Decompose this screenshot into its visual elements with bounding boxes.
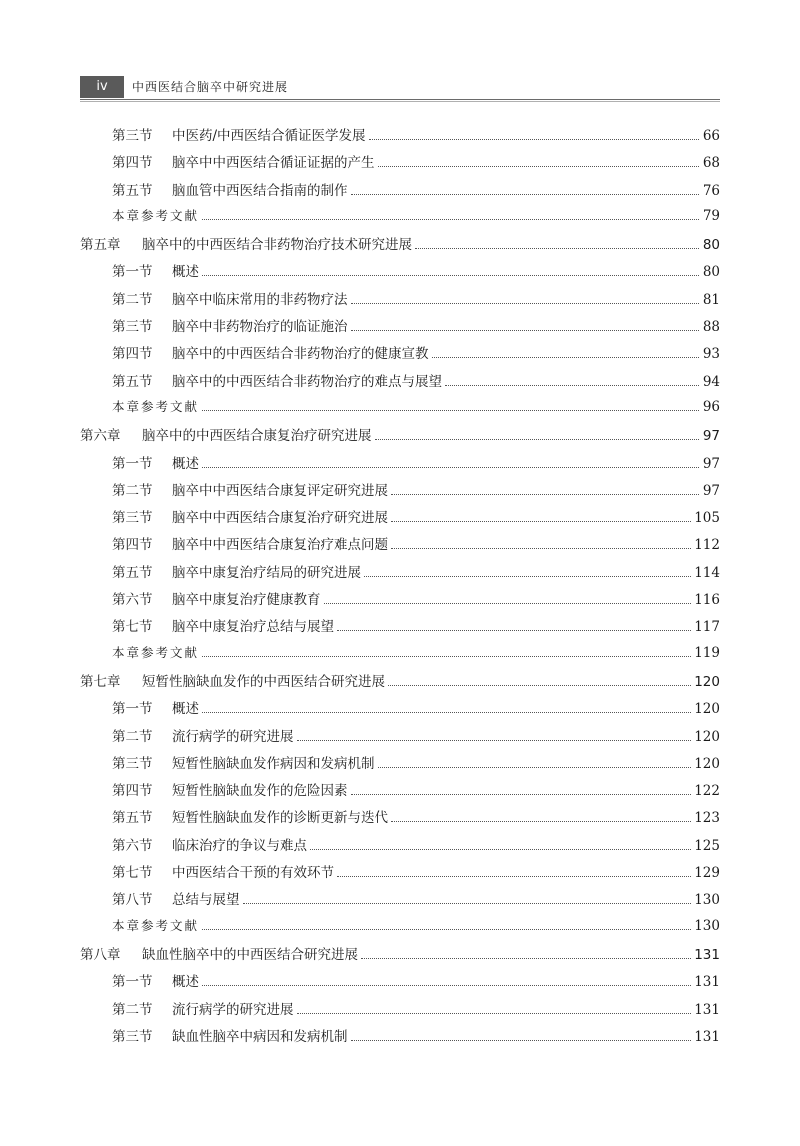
- table-of-contents: [80, 124, 720, 1052]
- toc-entry-number: 第六节: [112, 592, 153, 609]
- toc-entry-title: 脑卒中非药物治疗的临证施治: [172, 319, 348, 336]
- toc-entry-title: 流行病学的研究进展: [172, 1001, 294, 1018]
- toc-entry-title: 脑卒中临床常用的非药物疗法: [172, 291, 348, 308]
- dot-leader: [202, 647, 691, 657]
- toc-entry-title: 短暂性脑缺血发作的中西医结合研究进展: [142, 673, 385, 690]
- toc-section-entry[interactable]: [80, 588, 720, 615]
- toc-entry-number: 第四节: [112, 783, 153, 800]
- toc-entry-page-number: 117: [694, 619, 720, 636]
- dot-leader: [337, 867, 691, 877]
- toc-entry-title: 短暂性脑缺血发作病因和发病机制: [172, 755, 375, 772]
- dot-leader: [351, 785, 692, 795]
- toc-entry-number: 第五节: [112, 564, 153, 581]
- toc-section-entry[interactable]: [80, 288, 720, 315]
- dot-leader: [202, 703, 691, 713]
- toc-entry-page-number: 123: [694, 810, 720, 827]
- toc-entry-page-number: 94: [702, 373, 720, 390]
- toc-section-entry[interactable]: [80, 315, 720, 342]
- toc-entry-number: 第一节: [112, 264, 153, 281]
- toc-entry-title: 脑血管中西医结合指南的制作: [172, 182, 348, 199]
- toc-entry-page-number: 131: [694, 1028, 720, 1045]
- toc-entry-title: 脑卒中中西医结合康复评定研究进展: [172, 482, 388, 499]
- toc-entry-page-number: 88: [702, 319, 720, 336]
- toc-entry-page-number: 131: [694, 974, 720, 991]
- toc-entry-number: 第一节: [112, 974, 153, 991]
- toc-entry-number: 第四节: [112, 537, 153, 554]
- toc-section-entry[interactable]: [80, 370, 720, 397]
- toc-entry-title: 概述: [172, 264, 199, 281]
- toc-chapter-entry[interactable]: [80, 424, 720, 451]
- toc-entry-page-number: 114: [694, 564, 720, 581]
- toc-entry-title: 概述: [172, 701, 199, 718]
- toc-entry-number: 第二节: [112, 482, 153, 499]
- toc-entry-title: 脑卒中的中西医结合非药物治疗技术研究进展: [142, 237, 412, 254]
- toc-section-entry[interactable]: [80, 779, 720, 806]
- toc-entry-number: 第二节: [112, 291, 153, 308]
- toc-entry-title: 脑卒中中西医结合康复治疗难点问题: [172, 537, 388, 554]
- toc-entry-page-number: 122: [694, 783, 720, 800]
- toc-entry-number: 第七章: [80, 673, 121, 690]
- toc-entry-page-number: 79: [702, 207, 720, 224]
- toc-entry-title: 短暂性脑缺血发作的危险因素: [172, 783, 348, 800]
- toc-entry-number: 第三节: [112, 510, 153, 527]
- toc-entry-page-number: 97: [702, 455, 720, 472]
- dot-leader: [202, 458, 699, 468]
- toc-entry-number: 第五节: [112, 182, 153, 199]
- toc-entry-title: 脑卒中康复治疗健康教育: [172, 592, 321, 609]
- toc-section-entry[interactable]: [80, 561, 720, 588]
- dot-leader: [202, 266, 699, 276]
- toc-section-entry[interactable]: [80, 806, 720, 833]
- toc-entry-number: 第二节: [112, 728, 153, 745]
- toc-entry-title: 脑卒中中西医结合康复治疗研究进展: [172, 510, 388, 527]
- dot-leader: [391, 539, 691, 549]
- toc-chapter-entry[interactable]: [80, 233, 720, 260]
- toc-entry-number: 第三节: [112, 319, 153, 336]
- toc-entry-title: 缺血性脑卒中的中西医结合研究进展: [142, 946, 358, 963]
- toc-entry-title: 概述: [172, 455, 199, 472]
- toc-entry-number: 第七节: [112, 865, 153, 882]
- toc-entry-title: 临床治疗的争议与难点: [172, 837, 307, 854]
- toc-entry-title: 脑卒中康复治疗总结与展望: [172, 619, 334, 636]
- dot-leader: [432, 348, 700, 358]
- toc-entry-page-number: 130: [694, 892, 720, 909]
- toc-references-entry[interactable]: [80, 916, 720, 943]
- toc-chapter-entry[interactable]: [80, 670, 720, 697]
- toc-section-entry[interactable]: [80, 725, 720, 752]
- toc-entry-title: 本章参考文献: [112, 644, 200, 660]
- toc-entry-title: 脑卒中的中西医结合康复治疗研究进展: [142, 428, 372, 445]
- toc-entry-page-number: 81: [702, 291, 720, 308]
- toc-entry-page-number: 80: [702, 237, 720, 254]
- dot-leader: [324, 594, 692, 604]
- toc-entry-page-number: 131: [694, 946, 720, 963]
- dot-leader: [391, 812, 691, 822]
- book-title: 中西医结合脑卒中研究进展: [132, 80, 289, 94]
- toc-entry-title: 中医药/中西医结合循证医学发展: [172, 128, 366, 144]
- toc-section-entry[interactable]: [80, 533, 720, 560]
- toc-entry-title: 流行病学的研究进展: [172, 728, 294, 745]
- toc-entry-page-number: 96: [702, 398, 720, 415]
- dot-leader: [351, 185, 700, 195]
- toc-entry-title: 总结与展望: [172, 892, 240, 909]
- toc-entry-page-number: 66: [702, 128, 720, 144]
- toc-references-entry[interactable]: [80, 397, 720, 424]
- toc-entry-number: 第二节: [112, 1001, 153, 1018]
- toc-entry-number: 第一节: [112, 455, 153, 472]
- toc-entry-page-number: 120: [694, 673, 720, 690]
- toc-entry-page-number: 105: [694, 510, 720, 527]
- toc-entry-title: 脑卒中的中西医结合非药物治疗的难点与展望: [172, 373, 442, 390]
- toc-section-entry[interactable]: [80, 998, 720, 1025]
- dot-leader: [202, 210, 699, 220]
- toc-section-entry[interactable]: [80, 752, 720, 779]
- dot-leader: [202, 920, 691, 930]
- dot-leader: [351, 294, 700, 304]
- toc-entry-number: 第一节: [112, 701, 153, 718]
- dot-leader: [369, 130, 699, 140]
- toc-entry-page-number: 120: [694, 701, 720, 718]
- toc-entry-number: 第八章: [80, 946, 121, 963]
- dot-leader: [310, 840, 691, 850]
- toc-entry-number: 第五节: [112, 810, 153, 827]
- dot-leader: [337, 621, 691, 631]
- dot-leader: [375, 430, 700, 440]
- toc-section-entry[interactable]: [80, 342, 720, 369]
- toc-section-entry[interactable]: [80, 834, 720, 861]
- toc-entry-page-number: 93: [702, 346, 720, 363]
- toc-section-entry[interactable]: [80, 861, 720, 888]
- dot-leader: [378, 157, 700, 167]
- toc-references-entry[interactable]: [80, 643, 720, 670]
- dot-leader: [388, 676, 691, 686]
- dot-leader: [243, 894, 692, 904]
- toc-section-entry[interactable]: [80, 151, 720, 178]
- header-rule: [80, 99, 720, 100]
- dot-leader: [378, 758, 692, 768]
- toc-entry-page-number: 116: [694, 592, 720, 609]
- toc-entry-number: 第五节: [112, 373, 153, 390]
- toc-section-entry[interactable]: [80, 179, 720, 206]
- toc-entry-page-number: 130: [694, 917, 720, 934]
- toc-entry-page-number: 129: [694, 865, 720, 882]
- toc-section-entry[interactable]: [80, 124, 720, 151]
- toc-entry-page-number: 112: [694, 537, 720, 554]
- toc-section-entry[interactable]: [80, 615, 720, 642]
- toc-entry-title: 本章参考文献: [112, 207, 200, 223]
- toc-section-entry[interactable]: [80, 260, 720, 287]
- toc-entry-page-number: 97: [702, 428, 720, 445]
- toc-section-entry[interactable]: [80, 1025, 720, 1052]
- toc-entry-number: 第七节: [112, 619, 153, 636]
- toc-entry-page-number: 68: [702, 155, 720, 172]
- dot-leader: [297, 1004, 692, 1014]
- toc-entry-title: 本章参考文献: [112, 398, 200, 414]
- toc-entry-number: 第四节: [112, 346, 153, 363]
- toc-entry-number: 第六节: [112, 837, 153, 854]
- toc-entry-page-number: 80: [702, 264, 720, 281]
- toc-entry-page-number: 131: [694, 1001, 720, 1018]
- dot-leader: [297, 731, 692, 741]
- dot-leader: [361, 949, 691, 959]
- toc-section-entry[interactable]: [80, 697, 720, 724]
- dot-leader: [445, 376, 699, 386]
- dot-leader: [351, 1031, 692, 1041]
- toc-entry-page-number: 76: [702, 182, 720, 199]
- running-header: [80, 74, 720, 100]
- dot-leader: [415, 239, 699, 249]
- toc-entry-title: 中西医结合干预的有效环节: [172, 865, 334, 882]
- toc-entry-title: 短暂性脑缺血发作的诊断更新与迭代: [172, 810, 388, 827]
- dot-leader: [202, 976, 691, 986]
- toc-section-entry[interactable]: [80, 888, 720, 915]
- toc-entry-number: 第四节: [112, 155, 153, 172]
- dot-leader: [391, 512, 691, 522]
- toc-entry-page-number: 120: [694, 728, 720, 745]
- toc-entry-title: 脑卒中中西医结合循证证据的产生: [172, 155, 375, 172]
- toc-entry-title: 脑卒中的中西医结合非药物治疗的健康宣教: [172, 346, 429, 363]
- toc-section-entry[interactable]: [80, 452, 720, 479]
- toc-references-entry[interactable]: [80, 206, 720, 233]
- toc-section-entry[interactable]: [80, 479, 720, 506]
- toc-entry-number: 第三节: [112, 1028, 153, 1045]
- toc-chapter-entry[interactable]: [80, 943, 720, 970]
- header-rule-secondary: [80, 101, 720, 102]
- toc-entry-number: 第五章: [80, 237, 121, 254]
- toc-entry-page-number: 97: [702, 482, 720, 499]
- dot-leader: [364, 567, 691, 577]
- toc-entry-title: 脑卒中康复治疗结局的研究进展: [172, 564, 361, 581]
- toc-entry-title: 本章参考文献: [112, 917, 200, 933]
- toc-entry-page-number: 120: [694, 755, 720, 772]
- dot-leader: [351, 321, 700, 331]
- toc-entry-number: 第六章: [80, 428, 121, 445]
- dot-leader: [202, 401, 699, 411]
- toc-entry-title: 缺血性脑卒中病因和发病机制: [172, 1028, 348, 1045]
- toc-section-entry[interactable]: [80, 506, 720, 533]
- toc-entry-number: 第三节: [112, 755, 153, 772]
- toc-entry-title: 概述: [172, 974, 199, 991]
- toc-entry-page-number: 125: [694, 837, 720, 854]
- toc-section-entry[interactable]: [80, 970, 720, 997]
- toc-entry-number: 第八节: [112, 892, 153, 909]
- dot-leader: [391, 485, 699, 495]
- toc-entry-page-number: 119: [694, 644, 720, 661]
- page-number-badge: iv: [80, 76, 124, 98]
- toc-entry-number: 第三节: [112, 128, 153, 144]
